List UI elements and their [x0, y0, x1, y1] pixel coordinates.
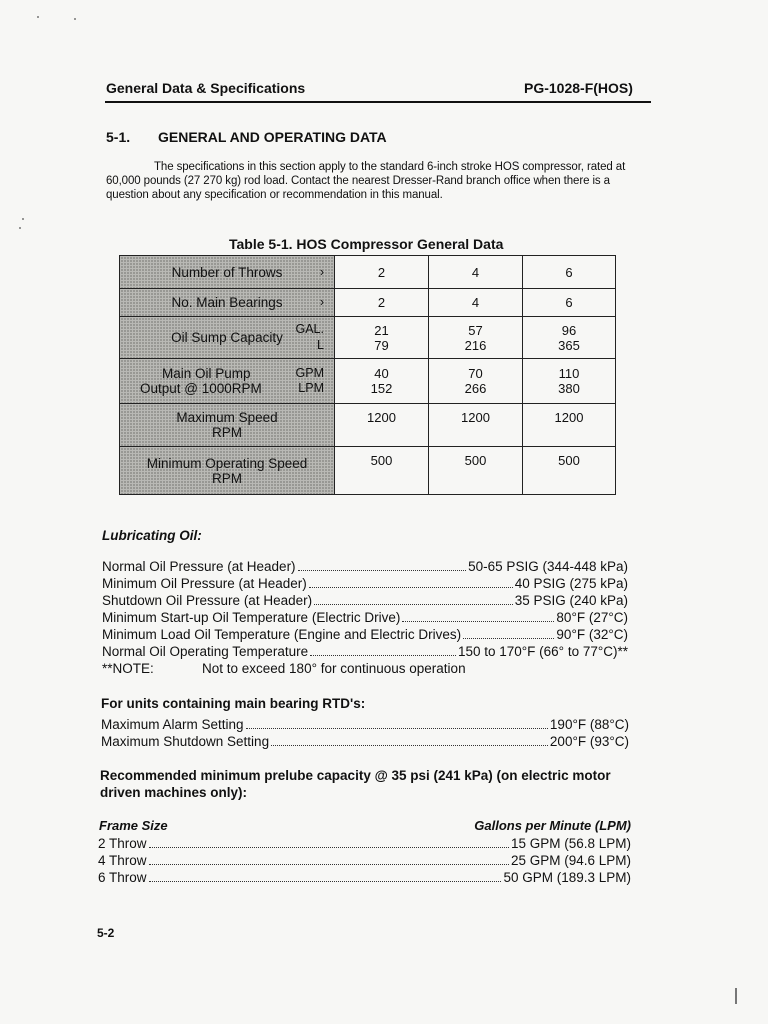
table-cell: 1200 — [335, 404, 429, 447]
table-cell: 21 79 — [335, 317, 429, 359]
scan-speck — [19, 227, 21, 229]
frame-size-header: Frame Size — [99, 818, 168, 833]
rtd-heading: For units containing main bearing RTD's: — [101, 696, 366, 711]
table-cell: 6 — [523, 256, 616, 289]
row-unit: LPM — [298, 381, 324, 395]
table-row — [120, 404, 616, 447]
table-cell: 1200 — [523, 404, 616, 447]
table-row — [120, 447, 616, 495]
section-heading: GENERAL AND OPERATING DATA — [158, 129, 387, 145]
note-label: **NOTE: — [102, 661, 154, 676]
frame-list — [98, 835, 631, 886]
row-label: Maximum Speed RPM — [120, 404, 335, 447]
spec-row: Minimum Oil Pressure (at Header) 40 PSIG (275 kPa) — [102, 576, 628, 591]
lubricating-oil-heading: Lubricating Oil: — [102, 528, 202, 543]
table-cell: 40 152 — [335, 359, 429, 404]
spec-row: Minimum Start-up Oil Temperature (Electric Drive) 80°F (27°C) — [102, 610, 628, 625]
table-caption: Table 5-1. HOS Compressor General Data — [229, 236, 504, 252]
row-unit: GAL. — [295, 322, 324, 336]
rtd-list — [101, 716, 629, 750]
table-cell: 110 380 — [523, 359, 616, 404]
lubricating-oil-list — [102, 558, 628, 677]
gpm-header: Gallons per Minute (LPM) — [474, 818, 631, 833]
header-title: General Data & Specifications — [106, 80, 306, 96]
scan-mark — [735, 988, 737, 1004]
spec-row: 6 Throw 50 GPM (189.3 LPM) — [98, 870, 631, 885]
table-cell: 2 — [335, 256, 429, 289]
intro-paragraph — [106, 160, 636, 202]
row-unit: › — [319, 265, 324, 279]
spec-row: Normal Oil Operating Temperature 150 to 170°F (66° to 77°C)** — [102, 644, 628, 659]
table-cell: 2 — [335, 289, 429, 317]
intro-line: 60,000 pounds (27 270 kg) rod load. Contact the nearest Dresser-Rand branch office when there is a — [106, 175, 610, 187]
spec-row: Minimum Load Oil Temperature (Engine and Electric Drives) 90°F (32°C) — [102, 627, 628, 642]
row-label: Minimum Operating Speed RPM — [120, 447, 335, 495]
scan-speck — [74, 18, 76, 20]
spec-row: Normal Oil Pressure (at Header) 50-65 PSIG (344-448 kPa) — [102, 559, 628, 574]
spec-row: Maximum Alarm Setting 190°F (88°C) — [101, 717, 629, 732]
intro-line: question about any specification or recommendation in this manual. — [106, 189, 443, 201]
table-row — [120, 359, 616, 404]
note-text: Not to exceed 180° for continuous operation — [202, 661, 466, 676]
compressor-data-table — [119, 255, 616, 495]
spec-row: 4 Throw 25 GPM (94.6 LPM) — [98, 853, 631, 868]
scan-speck — [22, 218, 24, 220]
spec-row: 2 Throw 15 GPM (56.8 LPM) — [98, 836, 631, 851]
table-row — [120, 256, 616, 289]
prelube-heading: Recommended minimum prelube capacity @ 35 psi (241 kPa) (on electric motor driven machines only): — [100, 768, 611, 800]
row-label: Main Oil Pump Output @ 1000RPM GPM LPM — [120, 359, 335, 404]
table-cell: 57 216 — [429, 317, 523, 359]
intro-line: The specifications in this section apply to the standard 6-inch stroke HOS compressor, rated at — [154, 161, 626, 173]
document-code: PG-1028-F(HOS) — [524, 80, 633, 96]
header-rule — [105, 101, 651, 103]
table-cell: 500 — [429, 447, 523, 495]
table-row — [120, 317, 616, 359]
table-cell: 70 266 — [429, 359, 523, 404]
row-unit: GPM — [295, 366, 324, 380]
row-label: Oil Sump Capacity GAL. L — [120, 317, 335, 359]
page-number: 5-2 — [97, 926, 115, 940]
table-cell: 1200 — [429, 404, 523, 447]
table-cell: 96 365 — [523, 317, 616, 359]
table-cell: 4 — [429, 256, 523, 289]
row-unit: › — [319, 295, 324, 309]
table-cell: 500 — [335, 447, 429, 495]
row-label: No. Main Bearings › — [120, 289, 335, 317]
row-label: Number of Throws › — [120, 256, 335, 289]
section-title — [106, 129, 387, 145]
table-cell: 500 — [523, 447, 616, 495]
section-number: 5-1. — [106, 129, 131, 145]
note-row — [102, 660, 628, 677]
table-cell: 4 — [429, 289, 523, 317]
scan-speck — [37, 16, 39, 18]
table-cell: 6 — [523, 289, 616, 317]
row-unit: L — [317, 338, 324, 352]
spec-row: Shutdown Oil Pressure (at Header) 35 PSIG (240 kPa) — [102, 593, 628, 608]
frame-table-header — [99, 818, 631, 833]
table-row — [120, 289, 616, 317]
spec-row: Maximum Shutdown Setting 200°F (93°C) — [101, 734, 629, 749]
